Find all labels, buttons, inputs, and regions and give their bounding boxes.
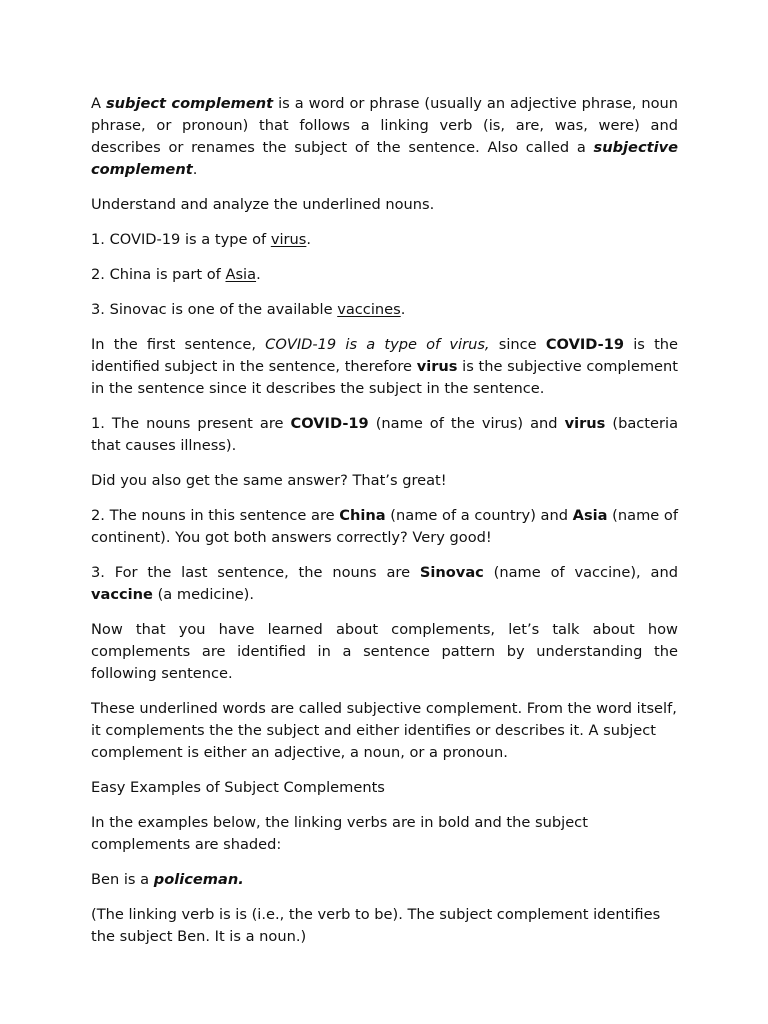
feedback-paragraph: Did you also get the same answer? That’s great! — [91, 472, 447, 489]
bold-term: COVID-19 — [545, 336, 625, 353]
text-run: 1. COVID-19 is a type of — [91, 231, 271, 248]
transition-paragraph: Now that you have learned about complements, let’s talk about how complements are identified in a sentence pattern by understanding the following sentence. — [91, 621, 678, 682]
answer-paragraph-3 — [91, 562, 678, 606]
explanation-paragraph: These underlined words are called subjective complement. From the word itself, it complements the the subject and either identifies or describes it. A subject complement is either an adjective, a noun, or a pronoun. — [91, 700, 677, 761]
text-run: 2. The nouns in this sentence are — [91, 507, 340, 524]
examples-intro-paragraph: In the examples below, the linking verbs are in bold and the subject complements are shaded: — [91, 814, 588, 853]
example-ben-explanation: (The linking verb is is (i.e., the verb to be). The subject complement identifies the subject Ben. It is a noun.) — [91, 906, 661, 945]
text-run: is the subjective complement in the sentence since it describes the subject in the sentence. — [91, 358, 678, 397]
text-run: 2. China is part of — [91, 266, 226, 283]
text-run: (name of continent). You got both answers correctly? Very good! — [91, 507, 678, 546]
text-run: In the first sentence, — [91, 336, 266, 353]
bold-term: China — [339, 507, 386, 524]
underlined-noun: Asia — [225, 266, 257, 283]
bold-term: virus — [416, 358, 458, 375]
answer-paragraph-2 — [91, 505, 678, 549]
example-ben-sentence — [91, 869, 678, 891]
bold-term: Sinovac — [419, 564, 484, 581]
quoted-sentence: COVID-19 is a type of virus, — [265, 336, 490, 353]
text-run: . — [400, 301, 406, 318]
text-run: . — [192, 161, 198, 178]
example-sentence-2 — [91, 264, 678, 286]
text-run: is the identified subject in the sentence, therefore — [91, 336, 679, 375]
text-run: 1. The nouns present are — [91, 415, 291, 432]
text-run: since — [489, 336, 546, 353]
bold-term: COVID-19 — [290, 415, 369, 432]
text-run: is a word or phrase (usually an adjective phrase, noun phrase, or pronoun) that follows a linking verb (is, are, was, were) and describes or renames the subject of the sentence. Also called a — [91, 95, 679, 156]
instruction-paragraph: Understand and analyze the underlined nouns. — [91, 196, 435, 213]
analysis-paragraph — [91, 334, 678, 400]
bold-term: Asia — [572, 507, 608, 524]
document-page — [91, 93, 678, 961]
underlined-noun: virus — [270, 231, 307, 248]
text-run: (a medicine). — [152, 586, 255, 603]
term-subjective-complement: subjective complement — [91, 139, 678, 178]
example-sentence-1 — [91, 229, 678, 251]
text-run: (name of the virus) and — [368, 415, 565, 432]
text-run: . — [306, 231, 311, 248]
text-run: (bacteria that causes illness). — [91, 415, 679, 454]
subject-complement-term: policeman. — [153, 871, 244, 888]
text-run: A — [91, 95, 106, 112]
bold-term: vaccine — [91, 586, 153, 603]
underlined-noun: vaccines — [337, 301, 401, 318]
term-subject-complement: subject complement — [105, 95, 274, 112]
text-run: 3. Sinovac is one of the available — [91, 301, 338, 318]
definition-paragraph — [91, 93, 678, 181]
answer-paragraph-1 — [91, 413, 678, 457]
text-run: 3. For the last sentence, the nouns are — [91, 564, 420, 581]
text-run: (name of vaccine), and — [483, 564, 678, 581]
text-run: Ben is a — [91, 871, 154, 888]
example-sentence-3 — [91, 299, 678, 321]
text-run: (name of a country) and — [385, 507, 573, 524]
bold-term: virus — [564, 415, 606, 432]
section-heading: Easy Examples of Subject Complements — [91, 779, 385, 796]
text-run: . — [256, 266, 261, 283]
